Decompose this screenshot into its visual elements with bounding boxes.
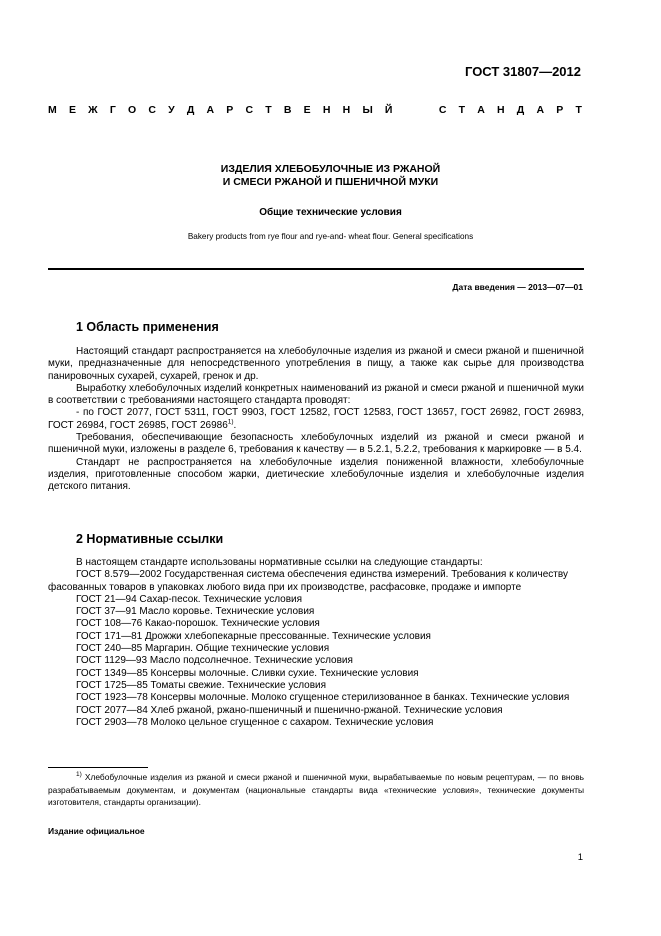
reference-item: ГОСТ 1129—93 Масло подсолнечное. Технические условия	[76, 655, 353, 667]
intro-date: Дата введения — 2013—07—01	[452, 282, 583, 292]
footnote-divider	[48, 767, 148, 768]
section-2-heading: 2 Нормативные ссылки	[76, 532, 224, 546]
banner-letter: Р	[226, 104, 234, 116]
reference-item: ГОСТ 8.579—2002 Государственная система обеспечения единства измерений. Требования к количеству фасованных товаров в упаковках любого вида при их производстве, расфасовке, продаже и импорте	[48, 569, 568, 593]
section-1-body	[48, 346, 584, 494]
banner-letter: О	[127, 104, 137, 116]
reference-item: ГОСТ 171—81 Дрожжи хлебопекарные прессованные. Технические условия	[76, 630, 431, 642]
section-1-paragraph: Требования, обеспечивающие безопасность хлебобулочных изделий из ржаной и смеси ржаной и пшеничной муки, изложены в разделе 6, требования к качеству — в 5.2.1, 5.2.2, требования к маркировке — в 5.4.	[48, 432, 584, 456]
section-1-paragraph: Стандарт не распространяется на хлебобулочные изделия пониженной влажности, хлебобулочные изделия, приготовленные способом жарки, диетические хлебобулочные изделия и хлебобулочные изделия детского питания.	[48, 456, 584, 493]
reference-item: ГОСТ 1349—85 Консервы молочные. Сливки сухие. Технические условия	[76, 667, 419, 679]
banner-letter: Т	[575, 104, 582, 116]
banner-letter: С	[245, 104, 254, 116]
reference-item: ГОСТ 2077—84 Хлеб ржаной, ржано-пшеничный и пшенично-ржаной. Технические условия	[76, 704, 503, 716]
footnote-reference[interactable]: 1)	[227, 418, 234, 426]
reference-item: ГОСТ 240—85 Маргарин. Общие технические условия	[76, 643, 330, 655]
banner-letter: С	[438, 104, 447, 116]
gost-code: ГОСТ 31807—2012	[465, 64, 581, 79]
banner-letter: Т	[458, 104, 466, 116]
banner-letter: Н	[322, 104, 331, 116]
document-subtitle: Общие технические условия	[259, 207, 402, 218]
official-edition-label: Издание официальное	[48, 826, 145, 836]
references-list	[48, 557, 584, 729]
reference-item: ГОСТ 21—94 Сахар-песок. Технические условия	[76, 593, 303, 605]
title-divider	[48, 268, 584, 270]
reference-item: ГОСТ 37—91 Масло коровье. Технические условия	[76, 606, 315, 618]
banner-letter: Н	[342, 104, 351, 116]
banner-letter: Й	[384, 104, 393, 116]
banner-letter: Д	[516, 104, 525, 116]
banner-letter: Н	[497, 104, 505, 116]
banner-letter: С	[148, 104, 156, 116]
banner-letter: Ж	[88, 104, 98, 116]
banner-letter: Ы	[362, 104, 373, 116]
footnote	[48, 771, 584, 809]
gost-list: - по ГОСТ 2077, ГОСТ 5311, ГОСТ 9903, ГОСТ 12582, ГОСТ 12583, ГОСТ 13657, ГОСТ 26982, ГОСТ 26983, ГОСТ 26984, ГОСТ 26985, ГОСТ 26986	[48, 407, 584, 431]
section-1-paragraph: - по ГОСТ 2077, ГОСТ 5311, ГОСТ 9903, ГОСТ 12582, ГОСТ 12583, ГОСТ 13657, ГОСТ 26982, ГОСТ 26983, ГОСТ 26984, ГОСТ 26985, ГОСТ 26986$^{1)}$.	[48, 407, 584, 431]
section-1-paragraph: Выработку хлебобулочных изделий конкретных наименований из ржаной и смеси ржаной и пшеничной муки в соответствии с требованиями настоящего стандарта проводят:	[48, 382, 584, 407]
title-line-2: И СМЕСИ РЖАНОЙ И ПШЕНИЧНОЙ МУКИ	[222, 176, 439, 188]
banner-letter: Е	[303, 104, 311, 116]
document-title	[0, 163, 661, 189]
banner-letter: Д	[186, 104, 195, 116]
banner-letter: В	[283, 104, 292, 116]
banner-letter: А	[206, 104, 215, 116]
section-1-heading: 1 Область применения	[76, 320, 219, 334]
banner-letter: У	[168, 104, 175, 116]
section-1-paragraph: Настоящий стандарт распространяется на хлебобулочные изделия из ржаной и смеси ржаной и пшеничной муки, предназначенные для непосредственного употребления в пищу, а также как сырье для производства панировочных сухарей, сухарей, гренок и др.	[48, 346, 584, 382]
reference-item: ГОСТ 1923—78 Консервы молочные. Молоко сгущенное стерилизованное в банках. Технические условия	[76, 692, 570, 704]
page-number: 1	[577, 852, 583, 863]
word-gap	[405, 104, 427, 116]
banner-letter: Р	[556, 104, 564, 116]
banner-letter: Т	[265, 104, 272, 116]
title-line-1: ИЗДЕЛИЯ ХЛЕБОБУЛОЧНЫЕ ИЗ РЖАНОЙ	[220, 163, 441, 175]
banner-letter: Г	[109, 104, 116, 116]
english-title: Bakery products from rye flour and rye-and- wheat flour. General specifications	[187, 232, 474, 241]
footnote-text: Хлебобулочные изделия из ржаной и смеси ржаной и пшеничной муки, вырабатываемые по новым рецептурам, — по вновь разрабатываемым документам, и документам (национальные стандарты вида «технические условия», технические документы изготовителя, стандарты организации).	[48, 772, 585, 807]
banner-letter: Е	[68, 104, 76, 116]
banner-letter: М	[48, 104, 57, 116]
reference-item: ГОСТ 2903—78 Молоко цельное сгущенное с сахаром. Технические условия	[76, 716, 434, 728]
interstate-standard-banner	[48, 104, 582, 116]
banner-letter: А	[536, 104, 545, 116]
footnote-mark: 1)	[76, 771, 82, 779]
banner-letter: А	[477, 104, 485, 116]
reference-item: ГОСТ 108—76 Какао-порошок. Технические условия	[76, 618, 320, 630]
reference-item: ГОСТ 1725—85 Томаты свежие. Технические условия	[76, 679, 327, 691]
references-intro: В настоящем стандарте использованы нормативные ссылки на следующие стандарты:	[76, 557, 483, 568]
